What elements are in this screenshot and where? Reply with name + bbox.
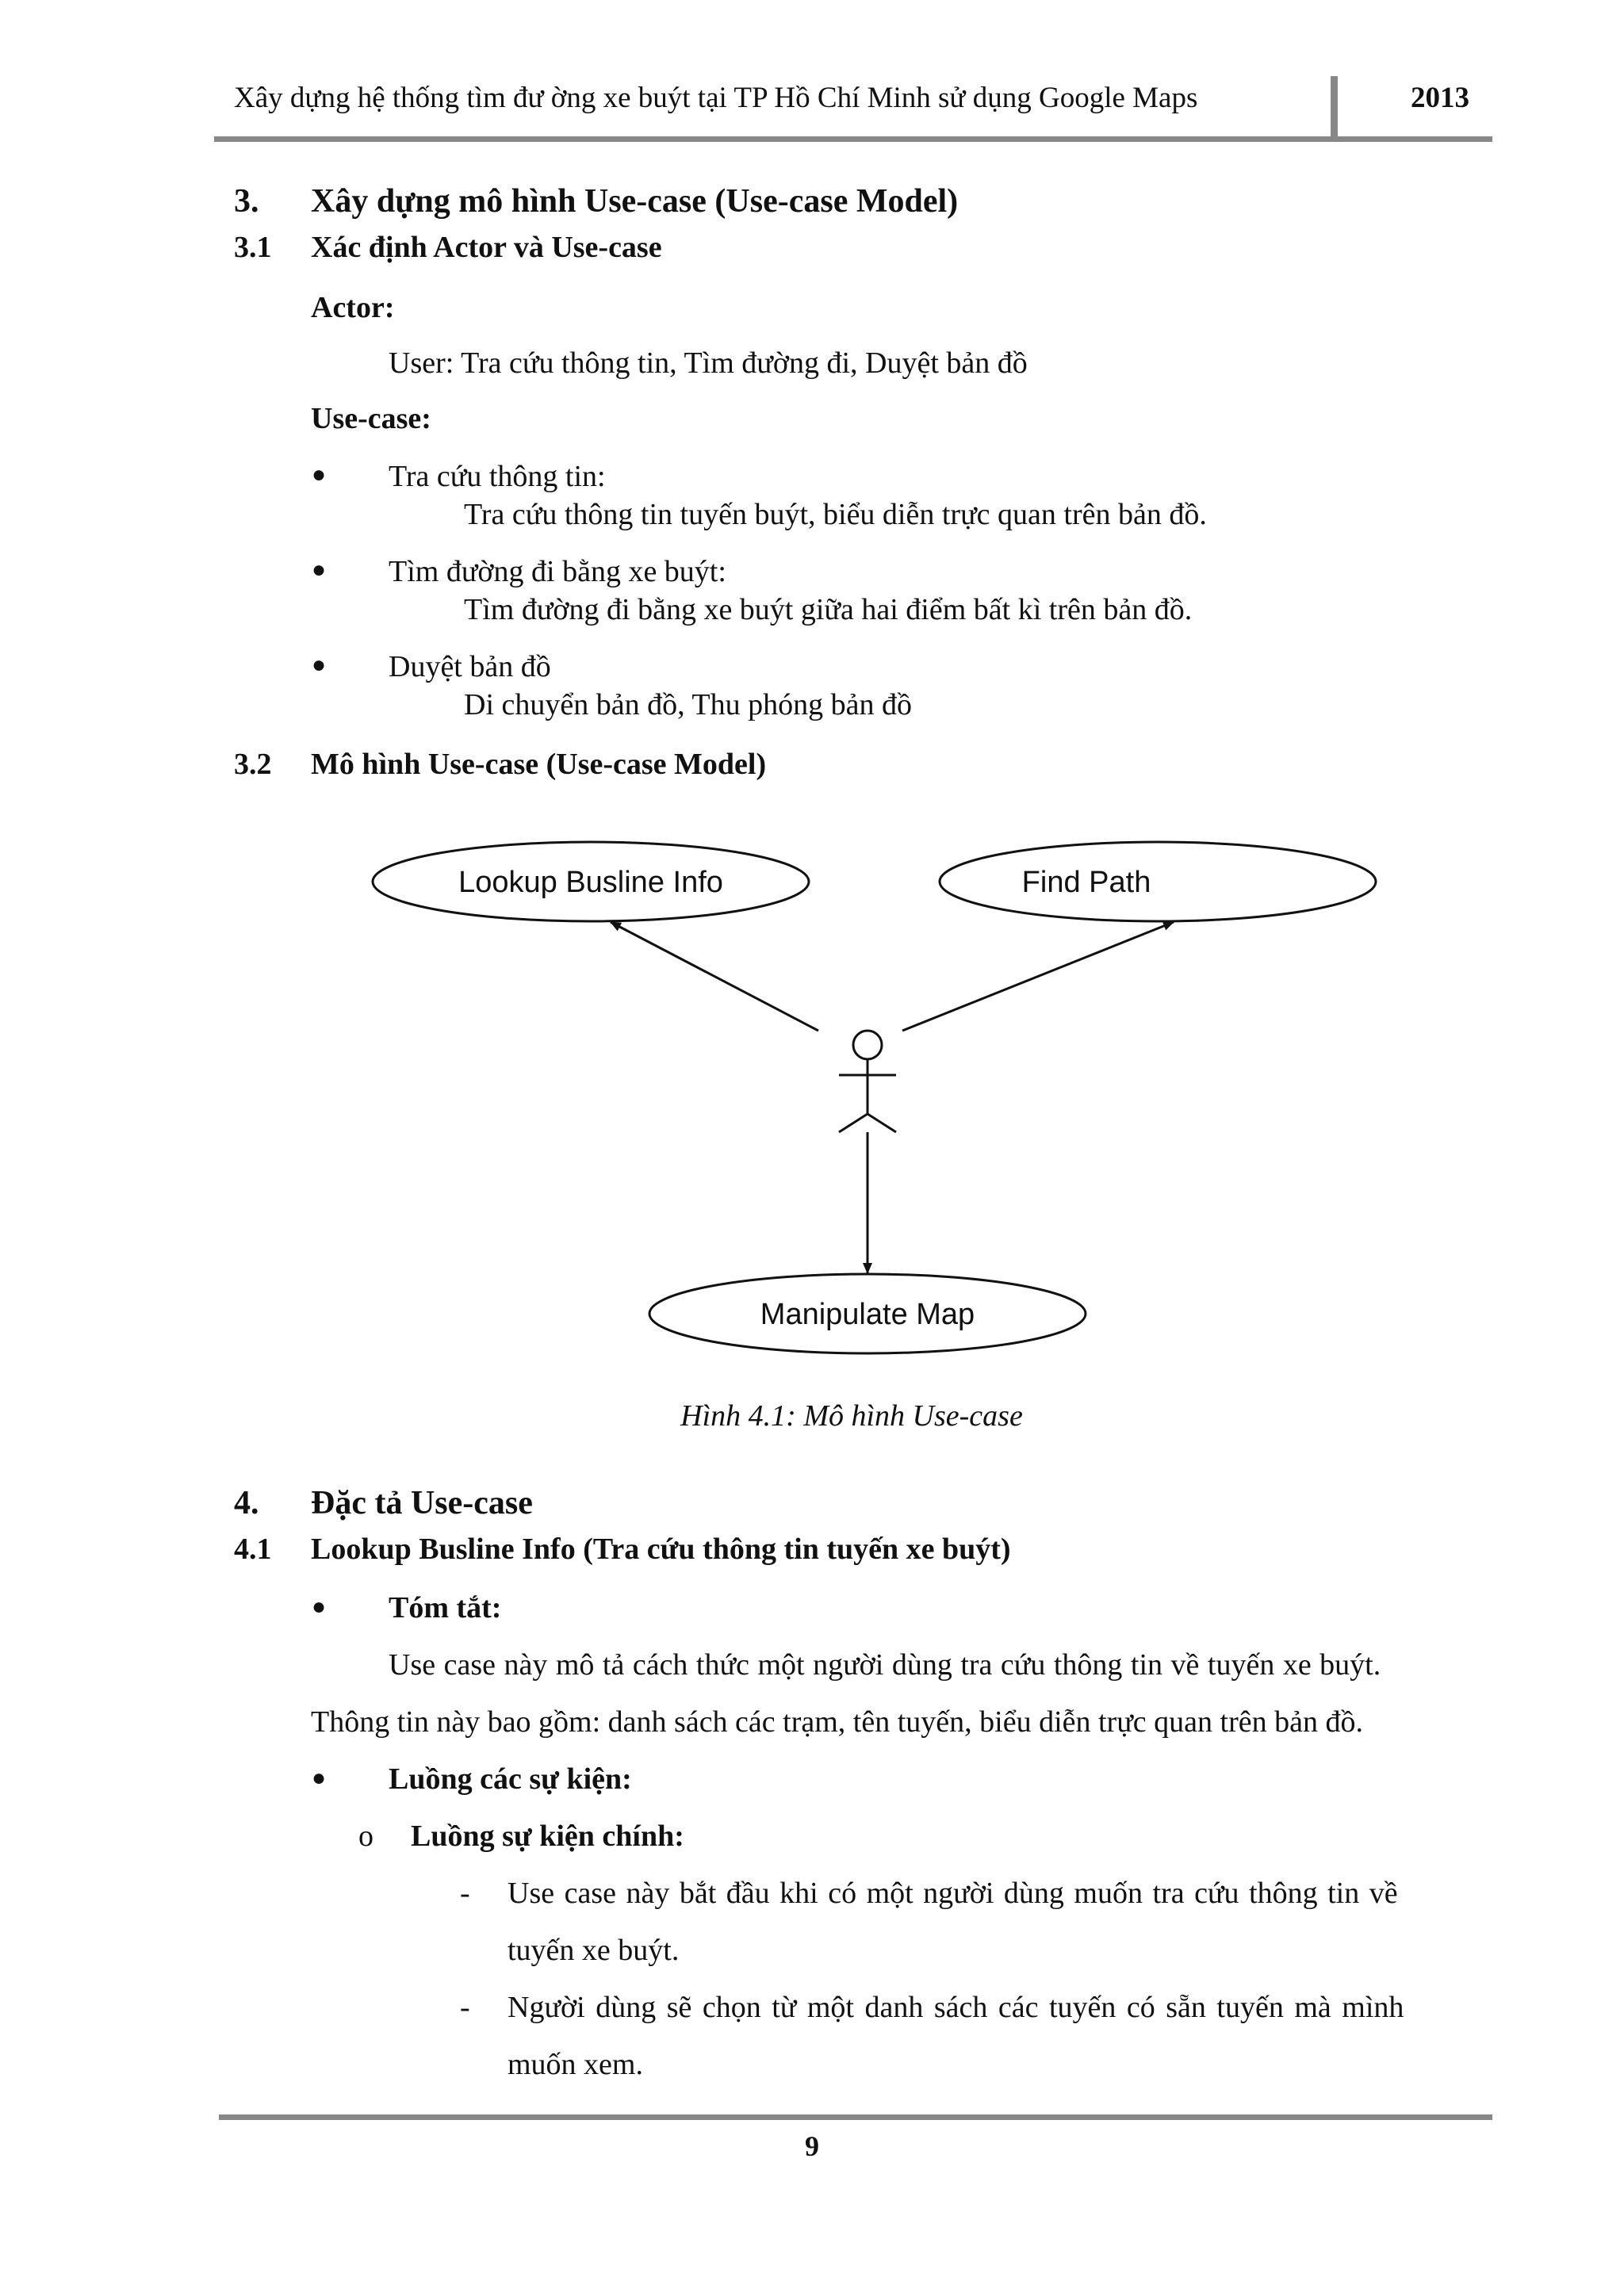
flow-step-line-2: muốn xem. <box>508 2048 643 2081</box>
section-3-2-number: 3.2 <box>234 748 272 781</box>
bullet-icon: ● <box>312 557 327 583</box>
usecase-label-manipulate: Manipulate Map <box>760 1298 975 1331</box>
section-4-title: Đặc tả Use-case <box>311 1485 533 1521</box>
usecase-label: Use-case: <box>311 402 431 435</box>
footer-rule <box>219 2114 1492 2120</box>
actor-label: Actor: <box>311 291 395 324</box>
flow-step-line-2: tuyến xe buýt. <box>508 1934 680 1967</box>
usecase-item-title: Duyệt bản đồ <box>389 650 551 683</box>
section-3-title: Xây dựng mô hình Use-case (Use-case Model) <box>311 183 959 220</box>
figure-caption: Hình 4.1: Mô hình Use-case <box>680 1399 1023 1433</box>
usecase-item-desc: Tìm đường đi bằng xe buýt giữa hai điểm bất kì trên bản đồ. <box>464 593 1193 626</box>
usecase-ellipse-find-path <box>940 842 1376 921</box>
bullet-icon: ● <box>312 652 327 678</box>
section-3-number: 3. <box>234 183 259 220</box>
main-flow-label: Luồng sự kiện chính: <box>411 1820 684 1853</box>
section-3-1-number: 3.1 <box>234 231 272 264</box>
bullet-icon: ● <box>312 1594 327 1620</box>
section-3-2-title: Mô hình Use-case (Use-case Model) <box>311 748 767 781</box>
page-number: 9 <box>805 2130 819 2162</box>
event-flow-label: Luồng các sự kiện: <box>389 1762 632 1796</box>
usecase-item-desc: Tra cứu thông tin tuyến buýt, biểu diễn trực quan trên bản đồ. <box>464 498 1207 531</box>
page-header-title: Xây dựng hệ thống tìm đư ờng xe buýt tại TP Hồ Chí Minh sử dụng Google Maps <box>234 82 1198 114</box>
summary-label: Tóm tắt: <box>389 1591 502 1624</box>
flow-step-line-1: Người dùng sẽ chọn từ một danh sách các tuyến có sẵn tuyến mà mình <box>508 1991 1404 2024</box>
summary-line-2: Thông tin này bao gồm: danh sách các trạm, tên tuyến, biểu diễn trực quan trên bản đồ. <box>311 1705 1363 1739</box>
flow-step-line-1: Use case này bắt đầu khi có một người dùng muốn tra cứu thông tin về <box>508 1877 1398 1910</box>
usecase-item-title: Tìm đường đi bằng xe buýt: <box>389 555 726 588</box>
page-header-year: 2013 <box>1411 82 1469 114</box>
dash-icon: - <box>460 1991 470 2024</box>
association-arrow-lookup <box>611 922 818 1031</box>
section-4-1-number: 4.1 <box>234 1533 272 1566</box>
section-4-number: 4. <box>234 1485 259 1521</box>
usecase-item-title: Tra cứu thông tin: <box>389 460 606 493</box>
section-4-1-title: Lookup Busline Info (Tra cứu thông tin tuyến xe buýt) <box>311 1533 1011 1566</box>
usecase-label-find-path: Find Path <box>1021 866 1151 899</box>
actor-description: User: Tra cứu thông tin, Tìm đường đi, Duyệt bản đồ <box>389 346 1028 380</box>
bullet-icon: ● <box>312 461 327 488</box>
summary-line-1: Use case này mô tả cách thức một người dùng tra cứu thông tin về tuyến xe buýt. <box>389 1648 1381 1682</box>
section-3-1-title: Xác định Actor và Use-case <box>311 231 662 264</box>
association-arrow-find-path <box>902 922 1174 1031</box>
dash-icon: - <box>460 1877 470 1910</box>
usecase-label-lookup: Lookup Busline Info <box>458 866 723 899</box>
actor-user-icon <box>839 1031 896 1132</box>
sub-bullet-icon: o <box>358 1820 373 1853</box>
usecase-item-desc: Di chuyển bản đồ, Thu phóng bản đồ <box>464 688 912 721</box>
bullet-icon: ● <box>312 1765 327 1791</box>
